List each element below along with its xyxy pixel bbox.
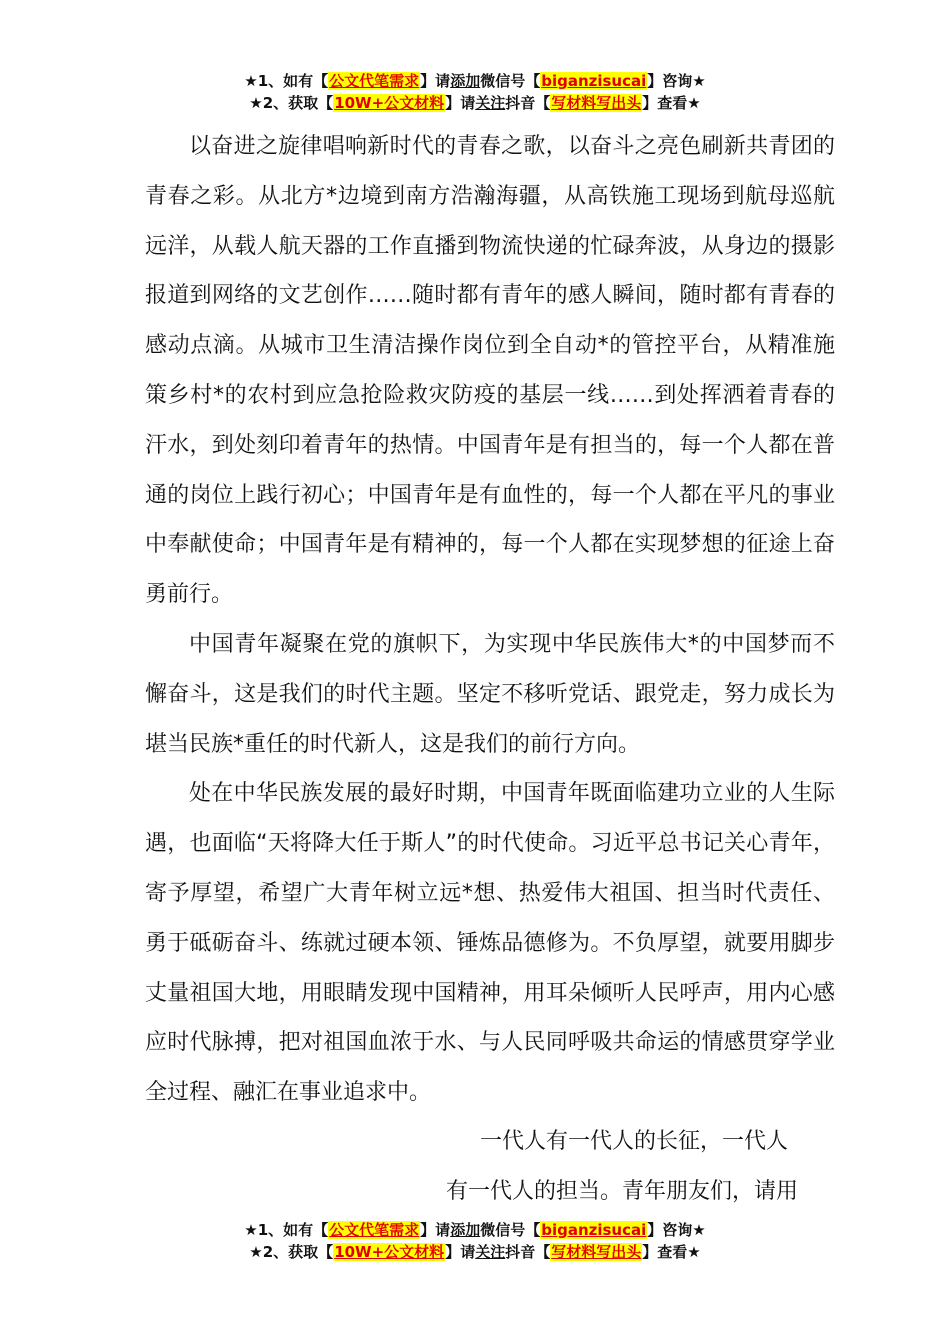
highlight-douyin-id: 写材料写出头 (551, 94, 642, 112)
highlight-materials: 10W+公文材料 (334, 94, 445, 112)
paragraph: 中国青年凝聚在党的旗帜下，为实现中华民族伟大*的中国梦而不懈奋斗，这是我们的时代主题。坚定不移听党话、跟党走，努力成长为堪当民族*重任的时代新人，这是我们的前行方向。 (145, 631, 835, 757)
banner-text: ★2、获取【 (249, 94, 334, 112)
document-body (145, 122, 835, 1118)
banner-text: 】咨询★ (647, 72, 706, 90)
paragraph: 处在中华民族发展的最好时期，中国青年既面临建功立业的人生际遇，也面临“天将降大任于斯人”的时代使命。习近平总书记关心青年，寄予厚望，希望广大青年树立远*想、热爱伟大祖国、担当时代责任、勇于砥砺奋斗、练就过硬本领、锤炼品德修为。不负厚望，就要用脚步丈量祖国大地，用眼睛发现中国精神，用耳朵倾听人民呼声，用内心感应时代脉搏，把对祖国血浓于水、与人民同呼吸共命运的情感贯穿学业全过程、融汇在事业追求中。 (145, 781, 835, 1106)
banner-text: ★2、获取【 (249, 1243, 334, 1261)
banner-emphasis: 关注 (475, 1243, 506, 1261)
banner-text: 】查看★ (642, 1243, 701, 1261)
highlight-wechat-id: biganzisucai (541, 1221, 647, 1239)
highlight-service: 公文代笔需求 (329, 1221, 420, 1239)
banner-text: 微信号【 (480, 72, 541, 90)
banner-line-1 (0, 1219, 950, 1241)
banner-text: 抖音【 (505, 94, 551, 112)
banner-line-1 (0, 70, 950, 92)
banner-emphasis: 添加 (450, 72, 481, 90)
banner-line-2 (0, 1241, 950, 1263)
banner-text: 】请 (445, 94, 476, 112)
text-line: 一代人有一代人的长征，一代人 (480, 1129, 789, 1154)
banner-emphasis: 关注 (475, 94, 506, 112)
banner-text: 微信号【 (480, 1221, 541, 1239)
banner-text: 】咨询★ (647, 1221, 706, 1239)
banner-text: 】查看★ (642, 94, 701, 112)
header-banner (0, 70, 950, 114)
text-line: 有一代人的担当。青年朋友们，请用 (446, 1179, 799, 1204)
banner-text: 】请 (420, 1221, 451, 1239)
banner-text: 】请 (445, 1243, 476, 1261)
banner-text: ★1、如有【 (244, 1221, 329, 1239)
highlight-service: 公文代笔需求 (329, 72, 420, 90)
highlight-wechat-id: biganzisucai (541, 72, 647, 90)
highlight-materials: 10W+公文材料 (334, 1243, 445, 1261)
banner-text: 】请 (420, 72, 451, 90)
banner-emphasis: 添加 (450, 1221, 481, 1239)
banner-text: ★1、如有【 (244, 72, 329, 90)
banner-line-2 (0, 92, 950, 114)
banner-text: 抖音【 (505, 1243, 551, 1261)
highlight-douyin-id: 写材料写出头 (551, 1243, 642, 1261)
paragraph: 以奋进之旋律唱响新时代的青春之歌，以奋斗之亮色刷新共青团的青春之彩。从北方*边境到南方浩瀚海疆，从高铁施工现场到航母巡航远洋，从载人航天器的工作直播到物流快递的忙碌奔波，从身边的摄影报道到网络的文艺创作……随时都有青年的感人瞬间，随时都有青春的感动点滴。从城市卫生清洁操作岗位到全自动*的管控平台，从精准施策乡村*的农村到应急抢险救灾防疫的基层一线……到处挥洒着青春的汗水，到处刻印着青年的热情。中国青年是有担当的，每一个人都在普通的岗位上践行初心；中国青年是有血性的，每一个人都在平凡的事业中奉献使命；中国青年是有精神的，每一个人都在实现梦想的征途上奋勇前行。 (145, 134, 835, 608)
footer-banner (0, 1219, 950, 1263)
